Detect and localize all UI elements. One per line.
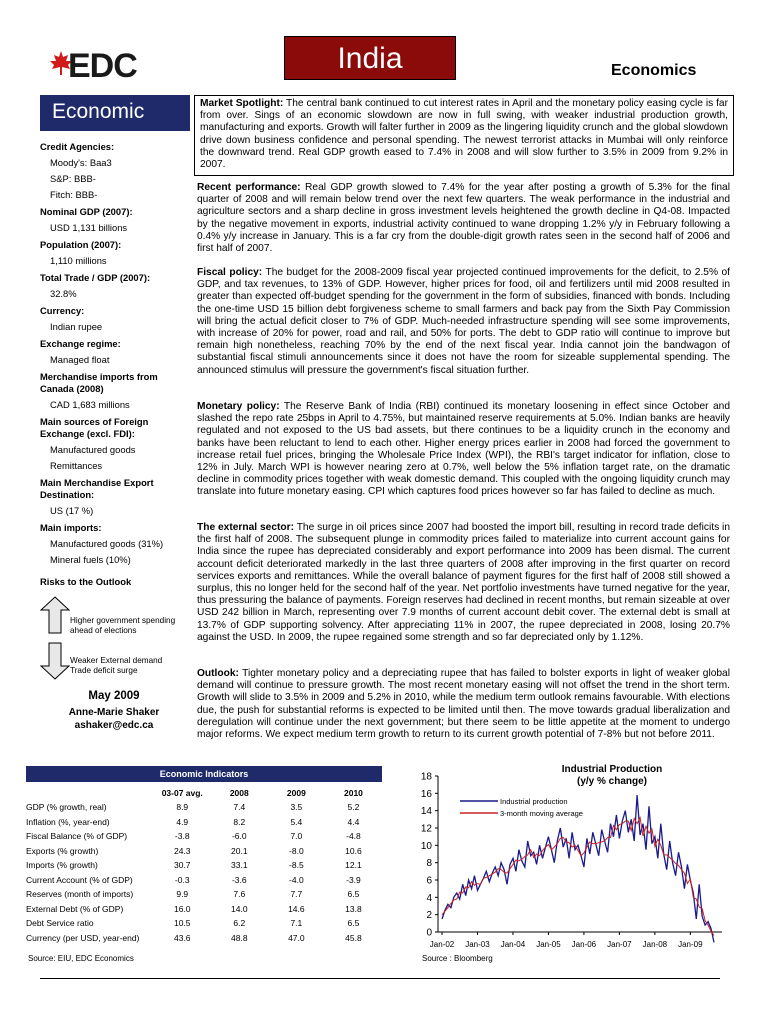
section-heading: Monetary policy: (197, 401, 280, 412)
cell-value: 14.6 (288, 903, 305, 914)
row-label: Debt Service ratio (26, 918, 94, 929)
column-header: 2009 (286, 788, 306, 798)
cell-value: 47.0 (288, 932, 305, 943)
cell-value: 45.8 (345, 932, 362, 943)
table-row (26, 931, 382, 946)
industrial-production-chart (400, 762, 730, 972)
fact-value: 1,110 millions (50, 255, 107, 266)
fact-value: 32.8% (50, 288, 77, 299)
section-monetary-policy (197, 401, 730, 499)
x-tick-label: Jan-05 (536, 940, 561, 949)
section-heading: The external sector: (197, 522, 294, 533)
author-name: Anne-Marie Shaker (68, 707, 160, 718)
cell-value: -3.9 (346, 874, 361, 885)
fact-value: Manufactured goods (31%) (50, 538, 164, 549)
legend-label: Industrial production (500, 797, 568, 806)
sidebar-facts (40, 136, 188, 566)
x-tick-label: Jan-02 (429, 940, 455, 949)
x-tick-label: Jan-07 (607, 940, 632, 949)
column-header (26, 786, 154, 800)
row-label: Currency (per USD, year-end) (26, 932, 140, 943)
cell-value: 20.1 (231, 845, 248, 856)
fact-value: Managed float (50, 354, 110, 365)
y-tick-label: 14 (420, 806, 432, 818)
table-row (26, 844, 382, 859)
table-row (26, 815, 382, 830)
cell-value: 14.0 (231, 903, 248, 914)
market-spotlight (194, 95, 734, 176)
risk-up-text: Higher government spending ahead of elections (70, 616, 176, 635)
risks-title: Risks to the Outlook (40, 576, 132, 587)
cell-value: 7.1 (290, 918, 303, 929)
section-text: Tighter monetary policy and a depreciating rupee that has failed to bolster exports in light of weaker global demand will continue to pressure growth. The most recent monetary easing will not offset the trend in the short term. Growth will slide to 3.5% in 2009 and 5.2% in 2010, while the medium term outlook remains favourable. With elections due, the push for substantial reforms is expected to be limited until then. The move towards gradual liberalization and deregulation will continue under the next government; but there seem to be little appetite at the moment to undergo major reforms. We expect medium term growth to return to its current growth potential of 7-8% but not before 2011. (197, 668, 730, 741)
row-label: Imports (% growth) (26, 860, 98, 871)
table-row (26, 902, 382, 917)
fact-label: Main Merchandise Export Destination: (40, 477, 154, 500)
page-title: India (284, 36, 456, 80)
cell-value: 43.6 (173, 932, 191, 943)
row-label: Reserves (month of imports) (26, 889, 134, 900)
chart-subtitle: (y/y % change) (576, 776, 648, 787)
table-row (26, 800, 382, 815)
column-header: 03-07 avg. (161, 788, 203, 798)
fact-value: Moody's: Baa3 (50, 157, 112, 168)
section-external-sector (197, 522, 730, 644)
fact-label: Total Trade / GDP (2007): (40, 272, 151, 283)
column-header: 2010 (343, 788, 363, 798)
fact-value: US (17 %) (50, 505, 94, 516)
cell-value: 30.7 (173, 860, 191, 871)
table-row (26, 858, 382, 873)
fact-value: Mineral fuels (10%) (50, 554, 131, 565)
fact-label: Nominal GDP (2007): (40, 206, 133, 217)
y-tick-label: 0 (426, 927, 432, 939)
cell-value: -8.0 (289, 845, 304, 856)
y-tick-label: 12 (420, 823, 432, 835)
cell-value: 24.3 (173, 845, 191, 856)
section-outlook (197, 668, 730, 741)
cell-value: 12.1 (345, 860, 362, 871)
section-heading: Recent performance: (197, 182, 301, 193)
spotlight-text: The central bank continued to cut interest rates in April and the monetary policy easing cycle is far from over. Sings of an economic slowdown are now in full swing, with weaker industrial production growth, manufacturing and exports. Growth will falter further in 2009 as the lingering liquidity crunch and the global slowdown drive down business confidence and personal spending. The newest terrorist attacks in Mumbai will only reinforce the downward trend. Real GDP growth eased to 7.4% in 2008 and will slow further to 3.5% in 2009 from 9.2% in 2007. (200, 98, 728, 171)
y-tick-label: 18 (420, 771, 432, 783)
section-text: The surge in oil prices since 2007 had boosted the import bill, resulting in record trade deficits in the first half of 2008. The subsequent plunge in commodity prices failed to materialize into current account gains for India since the rupee has depreciated considerably and export performance into 2009 has been dismal. The current account deficit deteriorated markedly in the last three quarters of 2008 after improving in the first quarter on record services exports and remittances. While the overall balance of payment figures for the first half of 2008 still showed a surplus, this no longer held for the second half of the year. Net portfolio investments have turned negative for the year, thus pressuring the balance of payments. Foreign reserves had declined in recent months, but remain sizeable at over USD 242 billion in March, representing over 7.9 months of current account debit cover. The external debt is small at 13.7% of GDP supporting solvency. After appreciating 11% in 2007, the rupee depreciated in 2008, losing 20.7% against the USD. In 2009, the rupee regained some strength and so far depreciated only by 1.12%. (197, 522, 730, 643)
fact-value: Indian rupee (50, 321, 103, 332)
fact-label: Credit Agencies: (40, 141, 115, 152)
indicators-title: Economic Indicators (26, 766, 382, 782)
arrow-down-icon (40, 642, 70, 680)
cell-value: -0.3 (174, 874, 190, 885)
cell-value: 7.6 (233, 889, 246, 900)
legend-label: 3-month moving average (500, 809, 583, 818)
fact-label: Main imports: (40, 522, 102, 533)
fact-label: Population (2007): (40, 239, 122, 250)
fact-value: S&P: BBB- (50, 173, 96, 184)
cell-value: 7.4 (233, 802, 246, 813)
x-tick-label: Jan-09 (678, 940, 703, 949)
cell-value: 5.2 (347, 802, 360, 813)
fact-value: USD 1,131 billions (50, 222, 128, 233)
cell-value: 48.8 (231, 932, 248, 943)
cell-value: -3.8 (174, 831, 190, 842)
cell-value: -4.0 (289, 874, 304, 885)
cell-value: 8.9 (176, 802, 189, 813)
report-date: May 2009 (88, 690, 140, 702)
y-tick-label: 4 (426, 892, 432, 904)
fact-value: CAD 1,683 millions (50, 399, 130, 410)
cell-value: 4.9 (176, 816, 189, 827)
cell-value: -4.8 (346, 831, 361, 842)
section-title: Economics (611, 62, 697, 79)
x-tick-label: Jan-03 (465, 940, 490, 949)
cell-value: 7.7 (290, 889, 303, 900)
indicators-table (26, 786, 382, 945)
cell-value: 6.2 (233, 918, 246, 929)
cell-value: -6.0 (231, 831, 247, 842)
cell-value: -3.6 (231, 874, 247, 885)
economic-indicators (26, 766, 382, 945)
y-tick-label: 10 (420, 840, 432, 852)
author-block (40, 706, 188, 732)
risk-down-text: Weaker External demand Trade deficit surge (70, 656, 163, 675)
cell-value: 7.0 (290, 831, 303, 842)
fact-label: Exchange regime: (40, 338, 121, 349)
sidebar-band: Economic (40, 95, 190, 131)
cell-value: 4.4 (347, 816, 360, 827)
series-line (442, 818, 714, 936)
section-fiscal-policy (197, 267, 730, 377)
section-recent-performance (197, 182, 730, 255)
y-tick-label: 16 (420, 788, 432, 800)
section-text: The budget for the 2008-2009 fiscal year projected continued improvements for the deficit, to 2.5% of GDP, and tax revenues, to 13% of GDP. However, higher prices for food, oil and fertilizers until mid 2008 resulted in greater than expected off-budget spending for the government in the form of subsidies, financed with bonds. Including the one-time USD 15 billion debt forgiveness scheme to small farmers and back pay from the Sixth Pay Commission will bring the actual deficit closer to 7% of GDP. Much-needed infrastructure spending will see some improvements, with increase of 20% for power, road and rail, and 50% for ports. The debt to GDP ratio will continue to improve but remain high nonetheless, reaching 70% by the end of the next fiscal year. India cannot join the bandwagon of substantial fiscal stimuli announcements since it does not have the room for sizeable supplemental spending. The announced stimulus will pressure the government's fiscal situation further. (197, 267, 731, 376)
row-label: Exports (% growth) (26, 845, 99, 856)
fact-value: Manufactured goods (50, 444, 136, 455)
x-tick-label: Jan-08 (642, 940, 668, 949)
cell-value: 9.9 (176, 889, 189, 900)
y-tick-label: 8 (426, 858, 432, 870)
x-tick-label: Jan-04 (500, 940, 526, 949)
cell-value: 5.4 (290, 816, 303, 827)
table-row (26, 873, 382, 888)
cell-value: 8.2 (233, 816, 246, 827)
spotlight-heading: Market Spotlight: (200, 98, 284, 109)
row-label: External Debt (% of GDP) (26, 903, 124, 914)
cell-value: 6.5 (347, 918, 360, 929)
chart-title: Industrial Production (561, 764, 663, 775)
section-text: Real GDP growth slowed to 7.4% for the year after posting a growth of 5.3% for the final quarter of 2008 and will remain below trend over the next few quarters. The weak performance in the industrial and agriculture sectors and a sharp decline in gross investment levels heightened the growth decline in Q4-08. Impacted by the negative movement in exports, industrial activity continued to wane dropping 1.2% y/y in February following a 0.4% y/y increase in January. This is a far cry from the double-digit growth rates seen in the second half of 2006 and first half of 2007. (197, 182, 730, 255)
edc-logo (50, 45, 160, 85)
x-tick-label: Jan-06 (571, 940, 597, 949)
indicators-source: Source: EIU, EDC Economics (28, 954, 134, 963)
arrow-up-icon (40, 596, 70, 634)
table-row (26, 829, 382, 844)
row-label: Fiscal Balance (% of GDP) (26, 831, 128, 842)
cell-value: -8.5 (289, 860, 304, 871)
table-row (26, 887, 382, 902)
fact-label: Currency: (40, 305, 85, 316)
bottom-rule (40, 978, 720, 979)
cell-value: 6.5 (347, 889, 360, 900)
fact-label: Main sources of Foreign Exchange (excl. FDI): (40, 416, 149, 439)
fact-value: Remittances (50, 460, 103, 471)
y-tick-label: 6 (426, 875, 432, 887)
row-label: GDP (% growth, real) (26, 802, 107, 813)
cell-value: 10.6 (345, 845, 362, 856)
chart-source: Source : Bloomberg (422, 954, 493, 963)
section-text: The Reserve Bank of India (RBI) continued its monetary loosening in effect since October and slashed the repo rate 25bps in April to 4.75%, but maintained reserve requirements at 5.0%. Indian banks are heavily regulated and not exposed to the US bad assets, but there continues to be a liquidity crunch in the economy and banks have been reluctant to lend to each other. Higher energy prices earlier in 2008 had forced the government to increase retail fuel prices, bringing the Wholesale Price Index (WPI), the RBI's target indicator for inflation, close to 12% in July. March WPI is however nearing zero at 0.7%, well below the 5% inflation target rate, on the dramatic decline in commodity prices together with weak domestic demand. This coupled with the ongoing liquidity crunch may translate into future monetary easing. CPI which captures food prices however so far has failed to decline as much. (197, 401, 730, 498)
cell-value: 13.8 (345, 903, 362, 914)
row-label: Inflation (%, year-end) (26, 816, 110, 827)
cell-value: 16.0 (173, 903, 191, 914)
author-email[interactable]: ashaker@edc.ca (74, 720, 154, 731)
cell-value: 3.5 (290, 802, 303, 813)
section-heading: Outlook: (197, 668, 239, 679)
logo-text: EDC (68, 47, 137, 85)
column-header: 2008 (229, 788, 249, 798)
fact-value: Fitch: BBB- (50, 189, 98, 200)
row-label: Current Account (% of GDP) (26, 874, 133, 885)
section-heading: Fiscal policy: (197, 267, 263, 278)
y-tick-label: 2 (426, 910, 432, 922)
cell-value: 10.5 (173, 918, 191, 929)
fact-label: Merchandise imports from Canada (2008) (40, 371, 158, 394)
cell-value: 33.1 (231, 860, 248, 871)
table-row (26, 916, 382, 931)
